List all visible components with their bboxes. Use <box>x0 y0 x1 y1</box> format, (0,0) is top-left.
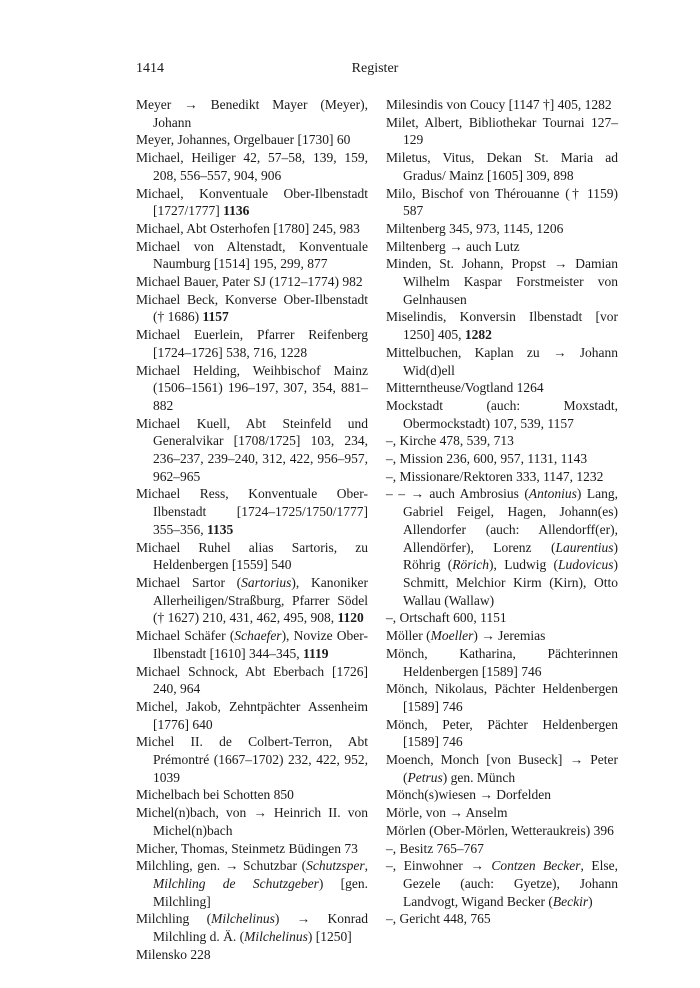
index-entry: –, Kirche 478, 539, 713 <box>386 433 514 449</box>
index-entry: –, Missionare/Rektoren 333, 1147, 1232 <box>386 468 604 484</box>
index-entry: Michel, Jakob, Zehntpächter Assenheim [1776] 640 <box>136 698 368 732</box>
running-head: Register <box>351 61 399 76</box>
index-entry: Miletus, Vitus, Dekan St. Maria ad Gradus/ Mainz [1605] 309, 898 <box>386 150 618 183</box>
index-entry: Mönch(s)wiesen → Dorfelden <box>386 787 551 803</box>
index-entry: Mönch, Katharina, Pächterinnen Heldenbergen [1589] 746 <box>386 645 618 679</box>
index-entry: Micher, Thomas, Steinmetz Büdingen 73 <box>136 840 358 856</box>
index-entry: Mörlen (Ober-Mörlen, Wetteraukreis) 396 <box>386 822 614 838</box>
index-entry: Miltenberg 345, 973, 1145, 1206 <box>386 220 564 236</box>
index-entry: –, Besitz 765–767 <box>386 840 484 856</box>
index-entry: Michael Sartor (Sartorius), Kanoniker Allerheiligen/Straßburg, Pfarrer Södel († 1627) 210, 431, 462, 495, 908, 1120 <box>136 574 368 626</box>
index-entry: Michel II. de Colbert-Terron, Abt Prémontré (1667–1702) 232, 422, 952, 1039 <box>136 734 368 785</box>
index-entry: Michael, Abt Osterhofen [1780] 245, 983 <box>136 220 360 236</box>
index-column-right <box>386 96 618 928</box>
index-entry: Mitterntheuse/Vogtland 1264 <box>386 380 544 396</box>
index-entry: Minden, St. Johann, Propst → Damian Wilhelm Kaspar Forstmeister von Gelnhausen <box>386 256 618 307</box>
index-entry: Michael Kuell, Abt Steinfeld und Generalvikar [1708/1725] 103, 234, 236–237, 239–240, 312, 422, 956–957, 962–965 <box>136 415 368 484</box>
index-entry: –, Einwohner → Contzen Becker, Else, Gezele (auch: Gyetze), Johann Landvogt, Wigand Becker (Beckir) <box>386 858 618 909</box>
index-entry: Milchling, gen. → Schutzbar (Schutzsper, Milchling de Schutzgeber) [gen. Milchling] <box>136 858 369 909</box>
index-entry: Milet, Albert, Bibliothekar Tournai 127–129 <box>386 114 618 148</box>
page-number: 1414 <box>136 61 164 76</box>
index-entry: Michael von Altenstadt, Konventuale Naumburg [1514] 195, 299, 877 <box>136 238 368 272</box>
index-entry: Moench, Monch [von Buseck] → Peter (Petrus) gen. Münch <box>386 752 618 785</box>
index-entry: Michel(n)bach, von → Heinrich II. von Michel(n)bach <box>136 805 368 838</box>
index-entry: Möller (Moeller) → Jeremias <box>386 628 546 644</box>
index-entry: Meyer → Benedikt Mayer (Meyer), Johann <box>136 97 368 130</box>
index-entry: – – → auch Ambrosius (Antonius) Lang, Gabriel Feigel, Hagen, Johann(es) Allendorfer (auch: Allendorff(er), Allendörfer), Lorenz (Laurentius) Röhrig (Rörich), Ludwig (Ludovicus) Schmitt, Melchior Kirm (Kirn), Otto Wallau (Wallaw) <box>386 486 618 608</box>
index-entry: Michael Schnock, Abt Eberbach [1726] 240, 964 <box>136 663 368 697</box>
index-entry: Miselindis, Konversin Ilbenstadt [vor 1250] 405, 1282 <box>386 309 618 343</box>
index-entry: Michael Schäfer (Schaefer), Novize Ober-Ilbenstadt [1610] 344–345, 1119 <box>136 628 368 661</box>
index-entry: Mörle, von → Anselm <box>386 805 508 821</box>
index-entry: Milo, Bischof von Thérouanne († 1159) 587 <box>386 185 618 219</box>
index-entry: Michelbach bei Schotten 850 <box>136 787 294 803</box>
index-entry: Mittelbuchen, Kaplan zu → Johann Wid(d)ell <box>386 344 618 378</box>
index-entry: Mönch, Nikolaus, Pächter Heldenbergen [1589] 746 <box>386 681 618 714</box>
index-entry: Meyer, Johannes, Orgelbauer [1730] 60 <box>136 132 351 148</box>
index-entry: Milensko 228 <box>136 946 211 962</box>
index-entry: –, Ortschaft 600, 1151 <box>386 610 507 626</box>
index-entry: Milesindis von Coucy [1147 †] 405, 1282 <box>386 97 612 112</box>
index-entry: –, Mission 236, 600, 957, 1131, 1143 <box>386 451 588 467</box>
index-entry: Mönch, Peter, Pächter Heldenbergen [1589] 746 <box>386 716 618 750</box>
index-entry: Michael Ruhel alias Sartoris, zu Heldenbergen [1559] 540 <box>136 539 368 573</box>
index-entry: Miltenberg → auch Lutz <box>386 238 520 254</box>
index-entry: Michael, Konventuale Ober-Ilbenstadt [1727/1777] 1136 <box>136 185 368 219</box>
index-entry: Mockstadt (auch: Moxstadt, Obermockstadt) 107, 539, 1157 <box>386 397 618 431</box>
index-entry: Milchling (Milchelinus) → Konrad Milchling d. Ä. (Milchelinus) [1250] <box>136 911 369 945</box>
index-entry: Michael Euerlein, Pfarrer Reifenberg [1724–1726] 538, 716, 1228 <box>136 327 368 360</box>
index-entry: Michael Helding, Weihbischof Mainz (1506–1561) 196–197, 307, 354, 881–882 <box>136 362 368 413</box>
index-entry: Michael, Heiliger 42, 57–58, 139, 159, 208, 556–557, 904, 906 <box>136 150 368 183</box>
index-column-left <box>136 96 368 963</box>
index-entry: –, Gericht 448, 765 <box>386 911 491 927</box>
index-entry: Michael Bauer, Pater SJ (1712–1774) 982 <box>136 274 363 290</box>
index-entry: Michael Beck, Konverse Ober-Ilbenstadt († 1686) 1157 <box>136 291 368 325</box>
index-entry: Michael Ress, Konventuale Ober-Ilbenstadt [1724–1725/1750/1777] 355–356, 1135 <box>136 486 368 537</box>
